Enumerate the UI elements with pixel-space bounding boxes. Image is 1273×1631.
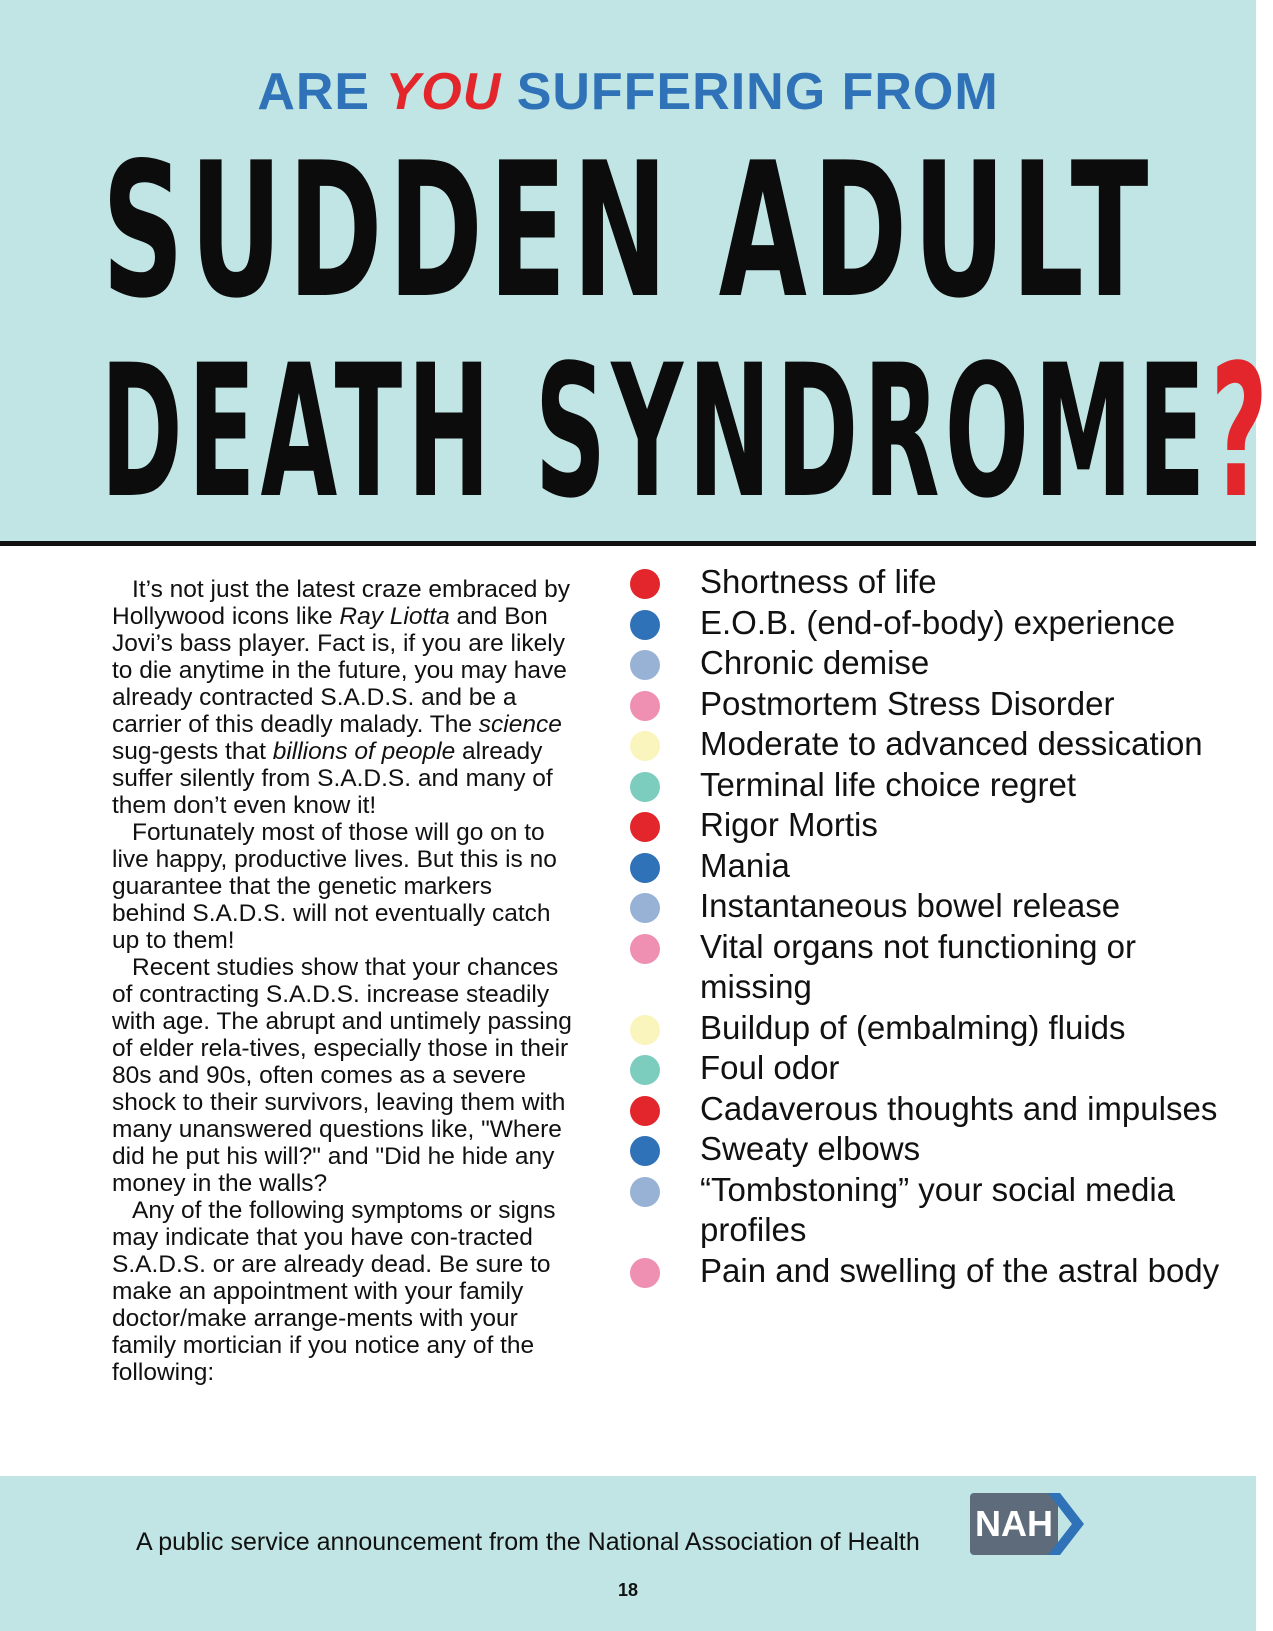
p1-text-e: sug-gests that	[112, 738, 273, 765]
symptom-text: Buildup of (embalming) fluids	[700, 1008, 1126, 1046]
bullet-dot-icon	[630, 610, 660, 640]
symptom-text: Rigor Mortis	[700, 806, 878, 843]
symptom-text: “Tombstoning” your social media profiles	[700, 1170, 1176, 1248]
headline-line-2	[100, 324, 1273, 539]
symptom-text: Chronic demise	[700, 644, 930, 681]
bullet-dot-icon	[630, 731, 660, 761]
symptom-list	[630, 562, 1230, 1291]
symptom-item	[630, 643, 1230, 684]
symptom-item	[630, 886, 1230, 927]
kicker-pre: ARE	[257, 63, 386, 121]
headline-line-1: SUDDEN ADULT	[101, 124, 1155, 340]
symptom-item	[630, 846, 1230, 887]
bullet-dot-icon	[630, 853, 660, 883]
symptom-text: E.O.B. (end-of-body) experience	[700, 603, 1176, 641]
symptom-text: Foul odor	[700, 1049, 840, 1086]
bullet-dot-icon	[630, 1015, 660, 1045]
symptom-text: Terminal life choice regret	[700, 765, 1076, 803]
p1-text-g: already suffer silently from S.A.D.S. and many of them don’t even know it!	[112, 738, 553, 819]
symptom-text: Pain and swelling of the astral body	[700, 1251, 1220, 1289]
symptom-text: Sweaty elbows	[700, 1130, 921, 1167]
symptom-item	[630, 805, 1230, 846]
bullet-dot-icon	[630, 1055, 660, 1085]
symptom-text: Mania	[700, 846, 790, 884]
bullet-dot-icon	[630, 1177, 660, 1207]
question-mark: ?	[1210, 324, 1273, 539]
bullet-dot-icon	[630, 772, 660, 802]
headline-line-2-text: DEATH SYNDROME	[100, 324, 1211, 539]
p1-text-c: and Bon Jovi’s bass player. Fact is, if you are likely to die anytime in the future, you may have already contracted S.A.D.S. and be a carrier of this deadly malady. The	[112, 603, 567, 738]
paragraph-3: Recent studies show that your chances of contracting S.A.D.S. increase steadily with age. The abrupt and untimely passing of elder rela-tives, especially those in their 80s and 90s, often comes as a severe shock to their survivors, leaving them with many unanswered questions like, "Where did he put his will?" and "Did he hide any money in the walls?	[112, 954, 572, 1197]
footer-announcement: A public service announcement from the National Association of Health	[136, 1528, 920, 1556]
symptom-text: Shortness of life	[700, 563, 937, 600]
bullet-dot-icon	[630, 691, 660, 721]
p1-italic-ray-liotta: Ray Liotta	[339, 603, 450, 630]
header-divider	[0, 541, 1256, 546]
nah-logo	[970, 1493, 1098, 1555]
symptom-item	[630, 603, 1230, 644]
symptom-item	[630, 765, 1230, 806]
bullet-dot-icon	[630, 934, 660, 964]
kicker-you: YOU	[385, 63, 502, 121]
page-number: 18	[617, 1580, 639, 1600]
symptom-item	[630, 1170, 1230, 1251]
symptom-item	[630, 724, 1230, 765]
p1-italic-billions: billions of people	[272, 738, 456, 765]
kicker-heading	[0, 62, 1256, 122]
nah-logo-box: NAH	[970, 1493, 1058, 1555]
bullet-dot-icon	[630, 1096, 660, 1126]
article-body	[112, 576, 572, 1386]
bullet-dot-icon	[630, 812, 660, 842]
symptom-item	[630, 1008, 1230, 1049]
symptom-item	[630, 1251, 1230, 1292]
kicker-post: SUFFERING FROM	[501, 63, 999, 121]
symptom-item	[630, 1129, 1230, 1170]
bullet-dot-icon	[630, 1136, 660, 1166]
symptom-item	[630, 684, 1230, 725]
bullet-dot-icon	[630, 893, 660, 923]
symptom-text: Postmortem Stress Disorder	[700, 684, 1115, 722]
chevron-right-icon	[1048, 1493, 1088, 1555]
symptom-item	[630, 1048, 1230, 1089]
paragraph-2: Fortunately most of those will go on to live happy, productive lives. But this is no guarantee that the genetic markers behind S.A.D.S. will not eventually catch up to them!	[112, 819, 557, 954]
symptom-item	[630, 1089, 1230, 1130]
symptom-text: Instantaneous bowel release	[700, 887, 1121, 924]
symptom-item	[630, 562, 1230, 603]
p1-italic-science: science	[478, 711, 562, 738]
paragraph-1	[112, 576, 572, 819]
symptom-text: Vital organs not functioning or missing	[700, 927, 1137, 1005]
symptom-text: Moderate to advanced dessication	[700, 725, 1203, 762]
p1-text-a: It’s not just the latest craze embraced by Hollywood icons like	[112, 576, 571, 630]
paragraph-4: Any of the following symptoms or signs may indicate that you have con-tracted S.A.D.S. or are already dead. Be sure to make an appointment with your family doctor/make arrange-ments with your family mortician if you notice any of the following:	[112, 1197, 556, 1386]
bullet-dot-icon	[630, 569, 660, 599]
bullet-dot-icon	[630, 650, 660, 680]
symptom-item	[630, 927, 1230, 1008]
bullet-dot-icon	[630, 1258, 660, 1288]
symptom-text: Cadaverous thoughts and impulses	[700, 1089, 1218, 1127]
